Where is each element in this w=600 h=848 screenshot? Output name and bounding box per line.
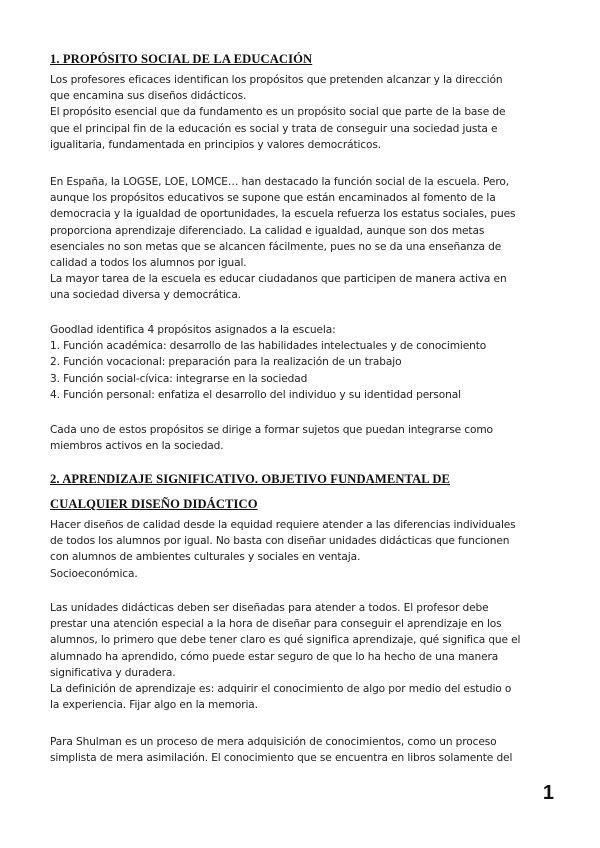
text-line: igualitaria, fundamentada en principios y valores democráticos. [50,138,382,151]
text-line: En España, la LOGSE, LOE, LOMCE… han destacado la función social de la escuela. Pero, [50,176,509,188]
text-line: El propósito esencial que da fundamento es un propósito social que parte de la base de [50,106,506,119]
text-line: aunque los propósitos educativos se supone que están encaminados al fomento de la [50,192,496,205]
text-line: que el principal fin de la educación es social y trata de conseguir una sociedad justa e [50,122,498,135]
section-2-heading-line-2: CUALQUIER DISEÑO DIDÁCTICO [50,497,258,511]
text-line: simplista de mera asimilación. El conocimiento que se encuentra en libros solamente del [50,752,513,765]
text-line: La definición de aprendizaje es: adquirir el conocimiento de algo por medio del estudio o [50,683,512,696]
section-2-heading-line-1: 2. APRENDIZAJE SIGNIFICATIVO. OBJETIVO FUNDAMENTAL DE [50,472,451,486]
text-line: La mayor tarea de la escuela es educar ciudadanos que participen de manera activa en [50,273,507,286]
text-line: que encamina sus diseños didácticos. [50,90,247,103]
text-line: prestar una atención especial a la hora de diseñar para conseguir el aprendizaje en los [50,618,502,631]
list-item: 1. Función académica: desarrollo de las habilidades intelectuales y de conocimiento [50,340,487,353]
text-line: Goodlad identifica 4 propósitos asignados a la escuela: [50,324,336,336]
section-1-paragraph-4 [50,422,555,454]
section-2-paragraph-1 [50,517,555,582]
section-1-paragraph-2 [50,174,555,304]
text-line: Para Shulman es un proceso de mera adquisición de conocimientos, como un proceso [50,736,497,748]
text-line: Los profesores eficaces identifican los propósitos que pretenden alcanzar y la dirección [50,74,503,86]
text-line: de todos los alumnos por igual. No basta con diseñar unidades didácticas que funcionen [50,535,510,548]
text-line: una sociedad diversa y democrática. [50,289,242,302]
page-number: 1 [542,782,554,804]
text-line: la experiencia. Fijar algo en la memoria. [50,699,258,712]
text-line: Cada uno de estos propósitos se dirige a formar sujetos que puedan integrarse como [50,424,493,436]
list-item: 4. Función personal: enfatiza el desarrollo del individuo y su identidad personal [50,388,461,401]
text-line: Hacer diseños de calidad desde la equidad requiere atender a las diferencias individuales [50,519,516,531]
text-line: democracia y la igualdad de oportunidades, la escuela refuerza los estatus sociales, pues [50,208,516,221]
section-2-paragraph-2 [50,600,555,713]
text-line: alumnado ha aprendido, cómo puede estar seguro de que lo ha hecho de una manera [50,650,499,663]
text-line: calidad a todos los alumnos por igual. [50,257,247,270]
text-line: significativa y duradera. [50,666,176,679]
text-line: alumnos, lo primero que debe tener claro es qué significa aprendizaje, qué significa que el [50,634,521,647]
text-line: proporciona aprendizaje diferenciado. La calidad e igualdad, aunque son dos metas [50,224,485,237]
section-2-paragraph-3 [50,734,555,766]
section-1-paragraph-3 [50,322,555,403]
text-line: miembros activos en la sociedad. [50,440,224,453]
section-1-paragraph-1 [50,72,555,153]
text-line: Socioeconómica. [50,567,138,580]
section-1-heading: 1. PROPÓSITO SOCIAL DE LA EDUCACIÓN [50,52,313,66]
text-line: esenciales no son metas que se alcancen fácilmente, pues no se da una enseñanza de [50,240,502,253]
text-line: Las unidades didácticas deben ser diseñadas para atender a todos. El profesor debe [50,602,489,614]
list-item: 3. Función social-cívica: integrarse en la sociedad [50,372,308,385]
text-line: con alumnos de ambientes culturales y sociales en ventaja. [50,551,361,564]
list-item: 2. Función vocacional: preparación para la realización de un trabajo [50,356,402,369]
